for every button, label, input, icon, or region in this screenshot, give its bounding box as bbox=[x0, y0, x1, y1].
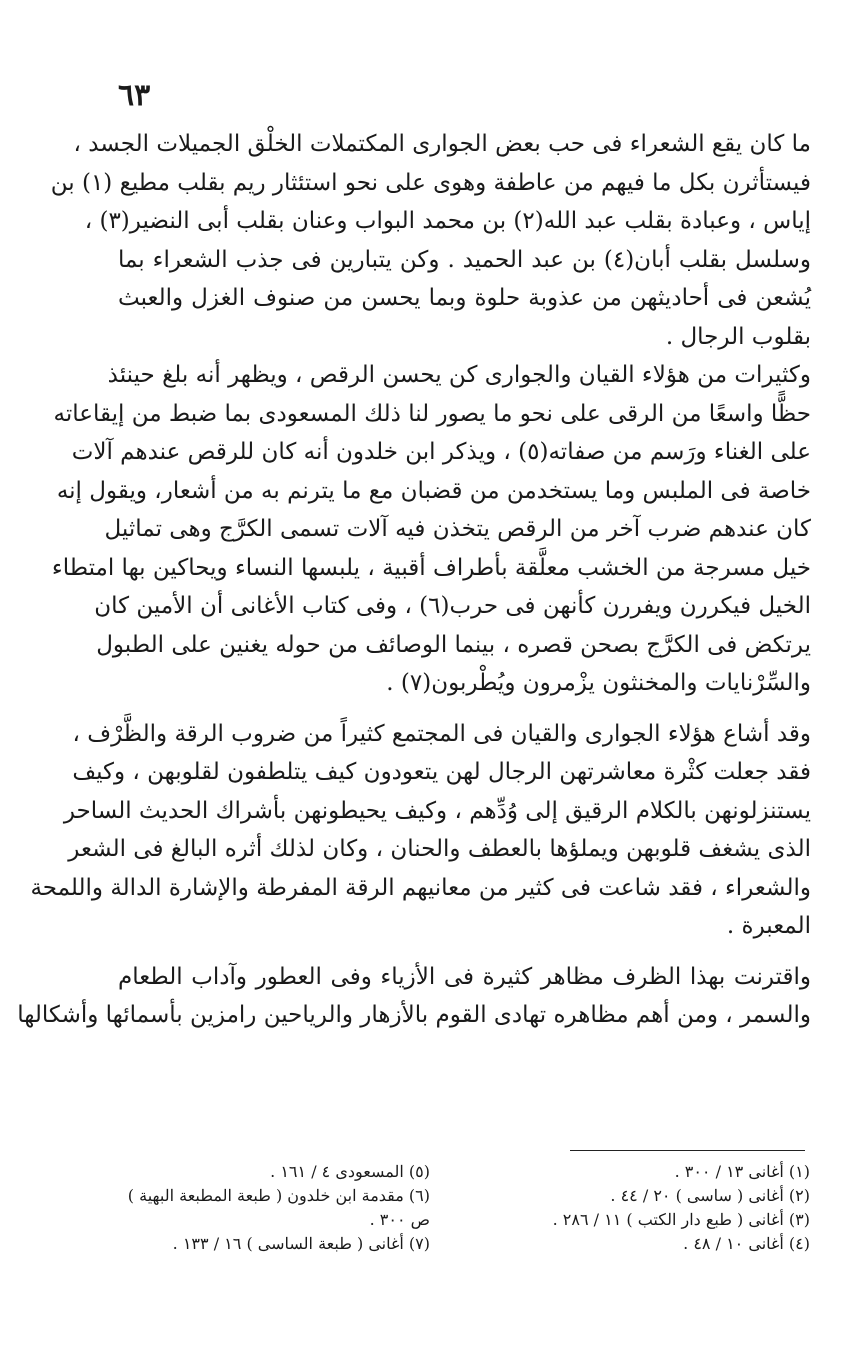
text-line: الخيل فيكررن ويفررن كأنهن فى حرب(٦) ، وفى كتاب الأغانى أن الأمين كان bbox=[94, 593, 811, 619]
text-line: إياس ، وعبادة بقلب عبد الله(٢) بن محمد البواب وعنان بقلب أبى النضير(٣) ، bbox=[84, 208, 811, 234]
footnote: (٢) أغانى ( ساسى ) ٢٠ / ٤٤ . bbox=[610, 1186, 810, 1205]
text-line: والسمر ، ومن أهم مظاهره تهادى القوم بالأزهار والرياحين رامزين بأسمائها وأشكالها bbox=[17, 1002, 811, 1028]
text-line: يستنزلونهن بالكلام الرقيق إلى وُدِّهم ، وكيف يحيطونهن بأشراك الحديث الساحر bbox=[63, 797, 811, 824]
text-line: وسلسل بقلب أبان(٤) بن عبد الحميد . وكن يتبارين فى جذب الشعراء بما bbox=[118, 246, 811, 273]
footnote-divider bbox=[570, 1150, 805, 1151]
text-line: على الغناء ورَسم من صفاته(٥) ، ويذكر ابن خلدون أنه كان للرقص عندهم آلات bbox=[71, 439, 811, 465]
footnote: ص ٣٠٠ . bbox=[369, 1210, 430, 1229]
text-line: حظًّا واسعًا من الرقى على نحو ما يصور لنا ذلك المسعودى بما ضبط من إيقاعاته bbox=[53, 400, 811, 427]
body-text bbox=[17, 125, 811, 1035]
text-line: ما كان يقع الشعراء فى حب بعض الجوارى المكتملات الخلْق الجميلات الجسد ، bbox=[73, 131, 811, 157]
text-line: والشعراء ، فقد شاعت فى كثير من معانيهم الرقة المفرطة والإشارة الدالة واللمحة bbox=[30, 874, 811, 901]
text-line: وكثيرات من هؤلاء القيان والجوارى كن يحسن الرقص ، ويظهر أنه بلغ حينئذ bbox=[107, 362, 811, 388]
footnote: (٧) أغانى ( طبعة الساسى ) ١٦ / ١٣٣ . bbox=[172, 1234, 430, 1253]
footnotes-left-column bbox=[100, 1160, 430, 1256]
text-line: فيستأثرن بكل ما فيهم من عاطفة وهوى على نحو استئثار ريم بقلب مطيع (١) بن bbox=[50, 169, 811, 196]
text-line: وقد أشاع هؤلاء الجوارى والقيان فى المجتمع كثيراً من ضروب الرقة والظَّرْف ، bbox=[72, 720, 811, 747]
text-line: يرتكض فى الكرَّج بصحن قصره ، بينما الوصائف من حوله يغنين على الطبول bbox=[96, 631, 811, 658]
footnote: (٥) المسعودى ٤ / ١٦١ . bbox=[270, 1162, 430, 1181]
text-line: كان عندهم ضرب آخر من الرقص يتخذن فيه آلات تسمى الكرَّج وهى تماثيل bbox=[104, 516, 811, 542]
page-number: ٦٣ bbox=[118, 78, 151, 113]
text-line: الذى يشغف قلوبهن ويملؤها بالعطف والحنان ، وكان لذلك أثره البالغ فى الشعر bbox=[68, 836, 811, 862]
text-line: يُشعن فى أحاديثهن من عذوبة حلوة وبما يحسن من صنوف الغزل والعبث bbox=[118, 285, 811, 311]
footnote: (٦) مقدمة ابن خلدون ( طبعة المطبعة البهية ) bbox=[127, 1186, 430, 1205]
text-line: والسِّرْنايات والمخنثون يزْمرون ويُطْربون(٧) . bbox=[386, 670, 811, 696]
text-line: فقد جعلت كثْرة معاشرتهن الرجال لهن يتعودون كيف يتلطفون لقلوبهن ، وكيف bbox=[72, 759, 811, 785]
footnote: (٤) أغانى ١٠ / ٤٨ . bbox=[683, 1234, 810, 1253]
text-line: بقلوب الرجال . bbox=[665, 323, 811, 350]
text-line: خيل مسرجة من الخشب معلَّقة بأطراف أقبية ، يلبسها النساء ويحاكين بها امتطاء bbox=[51, 554, 811, 581]
footnotes-right-column bbox=[480, 1160, 810, 1256]
footnote: (٣) أغانى ( طبع دار الكتب ) ١١ / ٢٨٦ . bbox=[552, 1210, 810, 1229]
text-line: خاصة فى الملبس وما يستخدمن من قضبان مع ما يترنم به من أشعار، ويقول إنه bbox=[56, 477, 811, 504]
footnote: (١) أغانى ١٣ / ٣٠٠ . bbox=[674, 1162, 810, 1181]
text-line: واقترنت بهذا الظرف مظاهر كثيرة فى الأزياء وفى العطور وآداب الطعام bbox=[118, 963, 811, 990]
text-line: المعبرة . bbox=[726, 913, 811, 939]
